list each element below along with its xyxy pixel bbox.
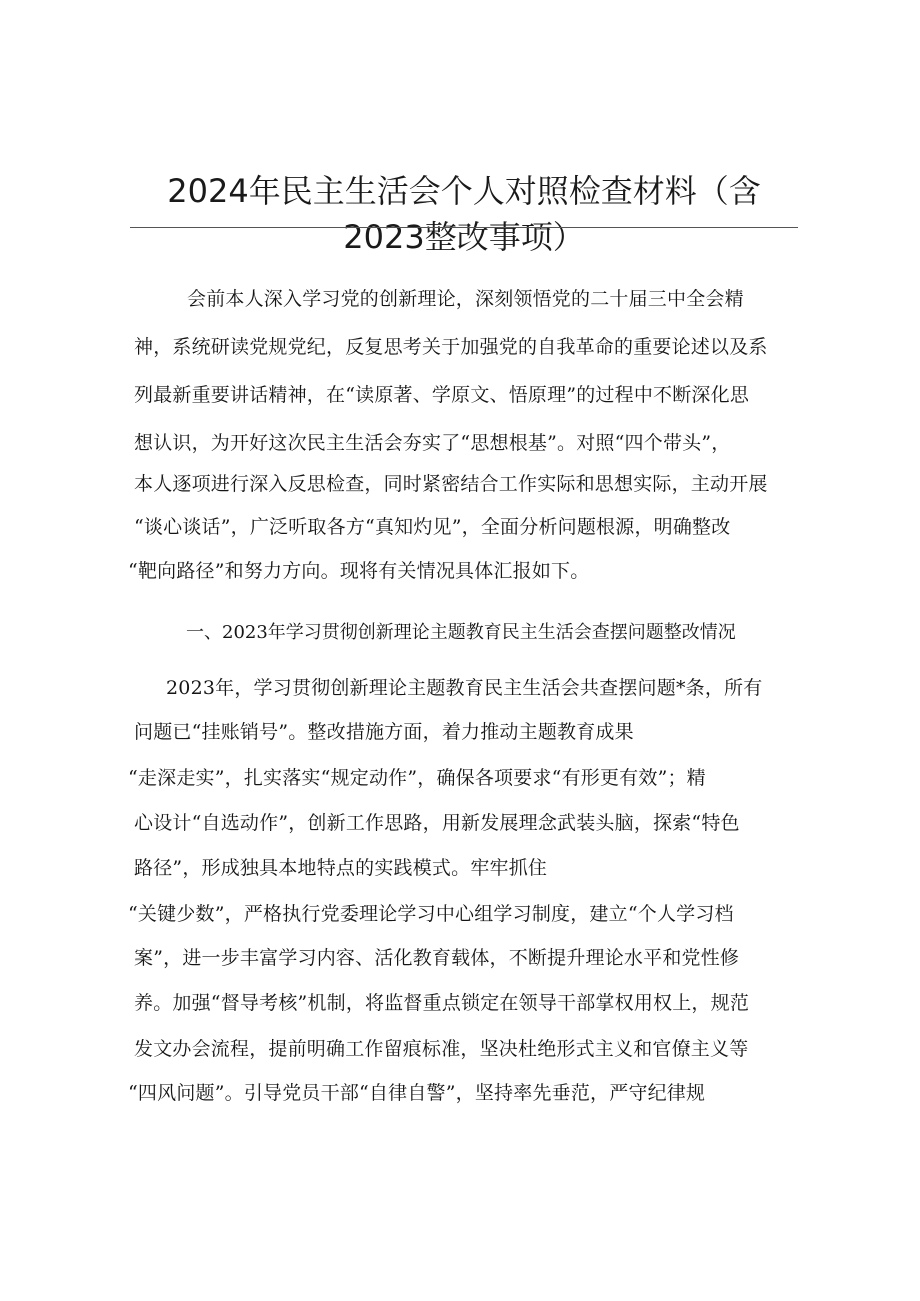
intro-line: 会前本人深入学习党的创新理论，深刻领悟党的二十届三中全会精 [187,288,744,310]
section-line: 发文办会流程，提前明确工作留痕标准，坚决杜绝形式主义和官僚主义等 [134,1038,749,1060]
section-line: 案”，进一步丰富学习内容、活化教育载体，不断提升理论水平和党性修 [134,947,740,969]
document-title [130,168,798,260]
intro-line: 本人逐项进行深入反思检查，同时紧密结合工作实际和思想实际，主动开展 [134,473,768,495]
section-line: “四风问题”。引导党员干部“自律自警”，坚持率先垂范，严守纪律规 [128,1082,706,1104]
intro-line: 神，系统研读党规党纪，反复思考关于加强党的自我革命的重要论述以及系 [134,336,768,358]
section-1-heading: 一、2023年学习贯彻创新理论主题教育民主生活会查摆问题整改情况 [186,622,736,643]
title-line-2: 2023整改事项） [343,218,585,256]
intro-line: “靶向路径”和努力方向。现将有关情况具体汇报如下。 [128,560,590,582]
intro-line: 想认识，为开好这次民主生活会夯实了“思想根基”。对照“四个带头”， [134,432,731,454]
intro-line: “谈心谈话”，广泛听取各方“真知灼见”，全面分析问题根源，明确整改 [134,516,731,538]
section-line: 心设计“自选动作”，创新工作思路，用新发展理念武装头脑，探索“特色 [134,812,740,834]
section-line: 问题已“挂账销号”。整改措施方面，着力推动主题教育成果 [134,721,634,743]
section-line: 养。加强“督导考核”机制，将监督重点锁定在领导干部掌权用权上，规范 [134,992,750,1014]
section-line: 路径”，形成独具本地特点的实践模式。牢牢抓住 [134,857,548,879]
title-line-1: 2024年民主生活会个人对照检查材料（含 [167,172,761,210]
section-line: 2023年，学习贯彻创新理论主题教育民主生活会共查摆问题*条，所有 [166,677,763,699]
section-line: “关键少数”，严格执行党委理论学习中心组学习制度，建立“个人学习档 [128,903,734,925]
title-underline [130,227,798,228]
intro-line: 列最新重要讲话精神，在“读原著、学原文、悟原理”的过程中不断深化思 [134,384,750,406]
section-line: “走深走实”，扎实落实“规定动作”，确保各项要求“有形更有效”；精 [128,767,706,789]
